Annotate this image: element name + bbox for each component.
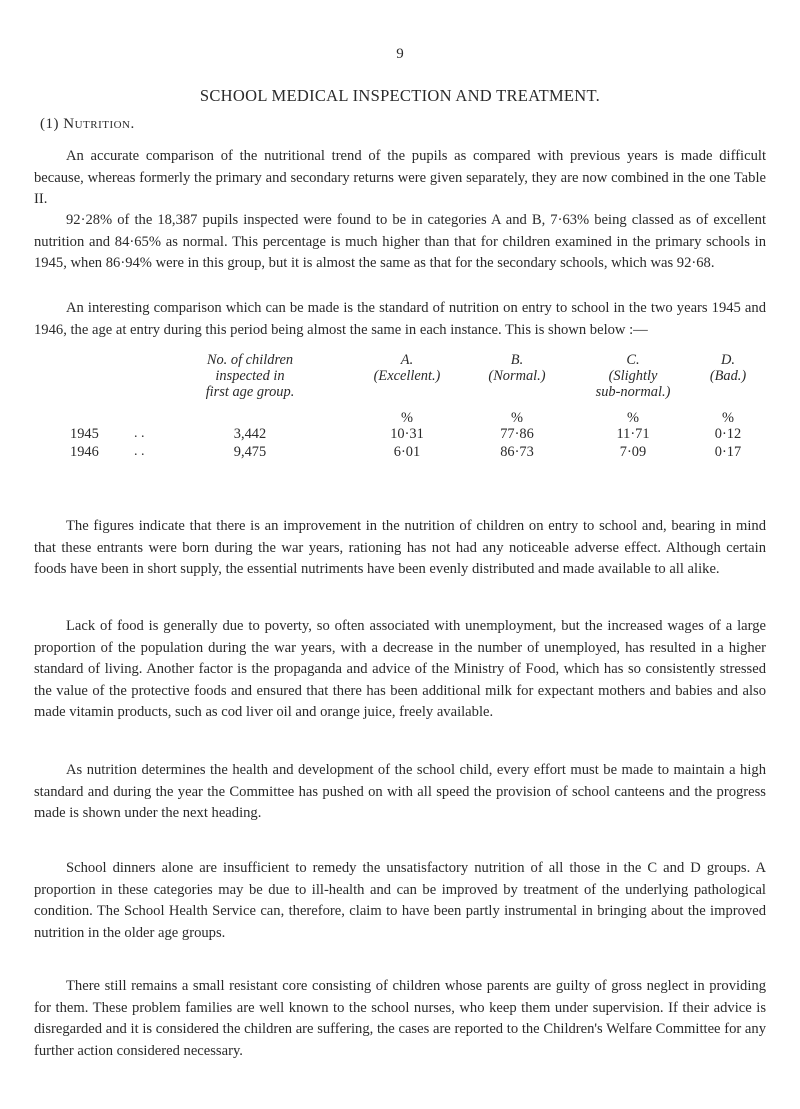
paragraph-4: The figures indicate that there is an improvement in the nutrition of children on entry to school and, bearing in mind that these entrants were born during the war years, rationing has not had any noticeable adverse effect. Although certain foods have been in short supply, the essential nutriments have been evenly distributed and made available to all alike. [34,518,766,577]
paragraph-8: There still remains a small resistant core consisting of children whose parents are guilty of gross neglect in providing for them. These problem families are well known to the school nurses, who keep them under supervision. If their advice is disregarded and it is considered the children are suffering, the cases are reported to the Children's Welfare Committee for any further action considered necessary. [34,978,766,1059]
paragraph-1: An accurate comparison of the nutritional trend of the pupils as compared with previous years is made difficult because, whereas formerly the primary and secondary returns were given separately, they are now combined in the one Table II. [34,148,766,207]
paragraph-2: 92·28% of the 18,387 pupils inspected were found to be in categories A and B, 7·63% being classed as of excellent nutrition and 84·65% as normal. This percentage is much higher than that for children examined in the primary schools in 1945, when 86·94% were in this group, but it is almost the same as that for the secondary schools, which was 92·68. [34,212,766,271]
header-c-line-3: sub-normal.) [595,384,671,400]
row-1945-leader: . . [134,426,145,441]
header-b-line-2: (Normal.) [488,368,546,384]
row-1945-c: 11·71 [616,426,650,442]
row-1945-d: 0·12 [714,426,742,442]
row-1946-year: 1946 [70,444,99,460]
header-c-line-1: C. [626,352,640,368]
page-number: 9 [396,46,404,62]
page-title: SCHOOL MEDICAL INSPECTION AND TREATMENT. [199,86,601,105]
unit-a: % [401,410,413,426]
header-d [688,352,768,384]
row-1946-b: 86·73 [500,444,534,460]
section-heading: (1) Nutrition. [40,116,135,132]
unit-b: % [511,410,523,426]
header-count-line-3: first age group. [205,384,295,400]
header-c-line-2: (Slightly [608,368,658,384]
row-1946-leader: . . [134,444,145,459]
row-1946-d: 0·17 [714,444,742,460]
header-b-line-1: B. [510,352,524,368]
row-1945-a: 10·31 [390,426,424,442]
header-d-line-1: D. [721,352,735,368]
paragraph-3: An interesting comparison which can be made is the standard of nutrition on entry to school in the two years 1945 and 1946, the age at entry during this period being almost the same in each instance. This is shown below :— [34,300,766,338]
header-count-line-1: No. of children [206,352,294,368]
row-1945-year: 1945 [70,426,99,442]
row-1945-b: 77·86 [500,426,534,442]
paragraph-7: School dinners alone are insufficient to remedy the unsatisfactory nutrition of all those in the C and D groups. A proportion in these categories may be due to ill-health and can be improved by treatment of the underlying pathological condition. The School Health Service can, therefore, claim to have been partly instrumental in bringing about the improved nutrition in the older age groups. [34,860,766,941]
header-a-line-2: (Excellent.) [373,368,441,384]
header-c [578,352,688,400]
paragraph-5: Lack of food is generally due to poverty, so often associated with unemployment, but the increased wages of a large proportion of the population during the war years, with a decrease in the number of unemployed, has resulted in a higher standard of living. Another factor is the propaganda and advice of the Ministry of Food, which has so consistently stressed the value of the protective foods and ensured that there has been additional milk for expectant mothers and babies and also made vitamin products, such as cod liver oil and orange juice, freely available. [34,618,766,720]
header-count-line-2: inspected in [215,368,285,384]
paragraph-6: As nutrition determines the health and development of the school child, every effort must be made to maintain a high standard and during the year the Committee has pushed on with all speed the provision of school canteens and the progress made is shown under the next heading. [34,762,766,821]
unit-d: % [722,410,734,426]
row-1946-a: 6·01 [393,444,421,460]
header-a-line-1: A. [400,352,414,368]
header-d-line-2: (Bad.) [709,368,747,384]
unit-c: % [627,410,639,426]
header-a [362,352,452,384]
header-count [170,352,330,400]
row-1946-count: 9,475 [233,444,267,460]
header-b [472,352,562,384]
row-1945-count: 3,442 [233,426,267,442]
row-1946-c: 7·09 [619,444,647,460]
